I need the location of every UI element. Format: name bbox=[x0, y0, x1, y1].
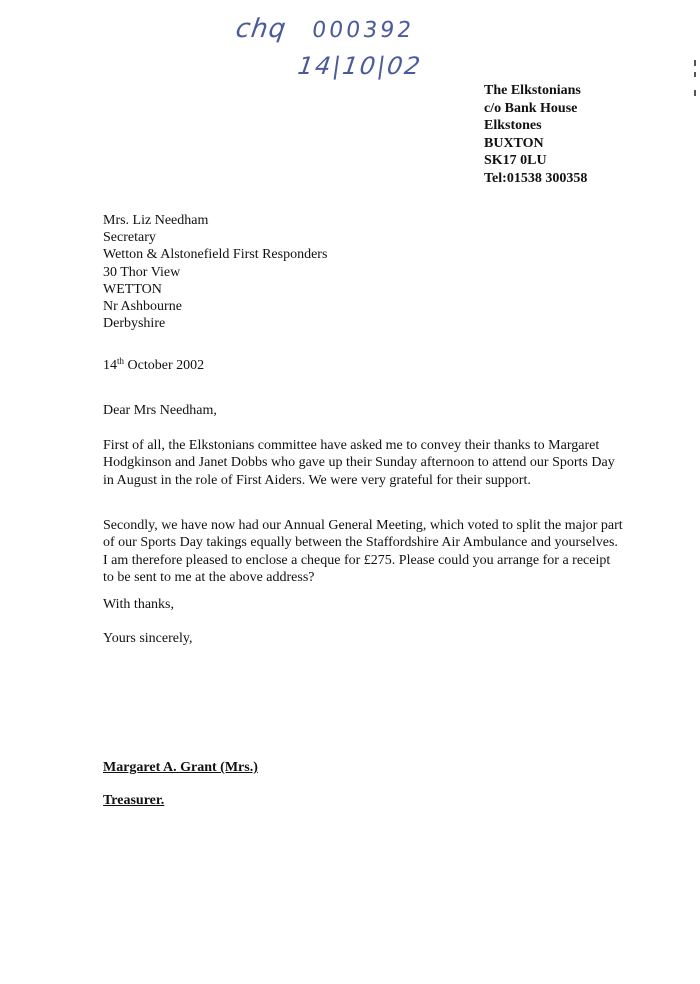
recipient-area: Nr Ashbourne bbox=[103, 299, 182, 315]
date-suffix: th bbox=[117, 356, 125, 366]
sender-address bbox=[484, 82, 587, 187]
handwritten-cheque-number: 000392 bbox=[310, 18, 416, 43]
recipient-town: WETTON bbox=[103, 281, 162, 297]
handwritten-chq-word: chq bbox=[233, 14, 289, 44]
scan-edge-marks bbox=[692, 60, 696, 120]
sender-line: BUXTON bbox=[484, 135, 544, 151]
body-paragraph-thanks: First of all, the Elkstonians committee have asked me to convey their thanks to Margaret Hodgkinson and Janet Dobbs who gave up their Sunday afternoon to attend our Sports Day in August in the role of First Aiders. We were very grateful for their support. bbox=[103, 438, 615, 488]
closing-signoff: Yours sincerely, bbox=[103, 631, 193, 646]
sender-line: c/o Bank House bbox=[484, 100, 578, 116]
handwritten-cheque-note bbox=[234, 14, 416, 44]
letter-date bbox=[103, 356, 204, 374]
date-day: 14 bbox=[103, 358, 117, 373]
recipient-title: Secretary bbox=[103, 230, 156, 246]
body-paragraph-cheque: Secondly, we have now had our Annual General Meeting, which voted to split the major part of our Sports Day takings equally between the Staffordshire Air Ambulance and yourselves. I am therefore pleased to enclose a cheque for £275. Please could you arrange for a receipt to be sent to me at the above address? bbox=[103, 518, 623, 585]
recipient-address bbox=[103, 212, 327, 332]
sender-telephone: Tel:01538 300358 bbox=[484, 170, 588, 186]
closing-thanks: With thanks, bbox=[103, 597, 174, 612]
sender-line: Elkstones bbox=[484, 118, 542, 133]
salutation: Dear Mrs Needham, bbox=[103, 403, 217, 418]
recipient-organisation: Wetton & Alstonefield First Responders bbox=[103, 247, 328, 263]
recipient-name: Mrs. Liz Needham bbox=[103, 213, 209, 228]
signatory-role: Treasurer. bbox=[103, 793, 165, 808]
signatory-name: Margaret A. Grant (Mrs.) bbox=[103, 760, 258, 775]
date-month-year: October 2002 bbox=[124, 358, 205, 373]
recipient-street: 30 Thor View bbox=[103, 264, 181, 280]
recipient-county: Derbyshire bbox=[103, 316, 166, 332]
handwritten-date-note: 14|10|02 bbox=[296, 52, 424, 80]
sender-postcode: SK17 0LU bbox=[484, 153, 547, 168]
sender-name: The Elkstonians bbox=[484, 83, 581, 98]
